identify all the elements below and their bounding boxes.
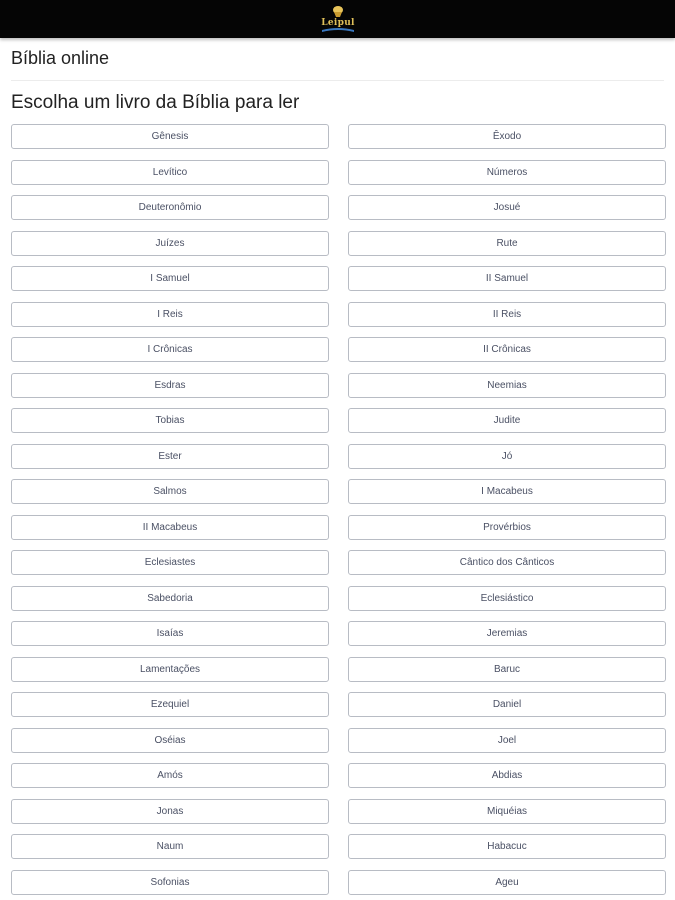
book-button[interactable]: II Crônicas: [348, 337, 666, 362]
book-button[interactable]: Lamentações: [11, 657, 329, 682]
book-button[interactable]: Ageu: [348, 870, 666, 895]
book-button[interactable]: Salmos: [11, 479, 329, 504]
book-button[interactable]: II Reis: [348, 302, 666, 327]
book-button[interactable]: Isaías: [11, 621, 329, 646]
book-button[interactable]: II Samuel: [348, 266, 666, 291]
book-button[interactable]: I Crônicas: [11, 337, 329, 362]
book-button[interactable]: Habacuc: [348, 834, 666, 859]
book-button[interactable]: Ester: [11, 444, 329, 469]
book-button[interactable]: Levítico: [11, 160, 329, 185]
book-button[interactable]: Judite: [348, 408, 666, 433]
book-button[interactable]: Eclesiástico: [348, 586, 666, 611]
book-button[interactable]: Números: [348, 160, 666, 185]
book-button[interactable]: Deuteronômio: [11, 195, 329, 220]
page-title: Bíblia online: [11, 48, 110, 68]
book-button[interactable]: Amós: [11, 763, 329, 788]
book-button[interactable]: Miquéias: [348, 799, 666, 824]
book-button[interactable]: Baruc: [348, 657, 666, 682]
divider: [11, 80, 664, 81]
book-button[interactable]: Juízes: [11, 231, 329, 256]
book-button[interactable]: Abdias: [348, 763, 666, 788]
logo-text: Leipul: [321, 18, 355, 28]
book-button[interactable]: Sofonias: [11, 870, 329, 895]
book-button[interactable]: Provérbios: [348, 515, 666, 540]
page-subtitle: Escolha um livro da Bíblia para ler: [11, 92, 300, 113]
book-button[interactable]: Tobias: [11, 408, 329, 433]
book-button[interactable]: I Samuel: [11, 266, 329, 291]
book-button[interactable]: Ezequiel: [11, 692, 329, 717]
book-button[interactable]: Oséias: [11, 728, 329, 753]
book-button[interactable]: Jó: [348, 444, 666, 469]
book-button[interactable]: Jonas: [11, 799, 329, 824]
book-button[interactable]: Eclesiastes: [11, 550, 329, 575]
book-button[interactable]: I Macabeus: [348, 479, 666, 504]
book-button[interactable]: Naum: [11, 834, 329, 859]
book-button[interactable]: Josué: [348, 195, 666, 220]
book-button[interactable]: Neemias: [348, 373, 666, 398]
app-logo[interactable]: [314, 2, 362, 36]
book-button[interactable]: Gênesis: [11, 124, 329, 149]
book-button[interactable]: Sabedoria: [11, 586, 329, 611]
book-button[interactable]: Cântico dos Cânticos: [348, 550, 666, 575]
books-grid: [11, 124, 666, 895]
book-button[interactable]: Rute: [348, 231, 666, 256]
book-button[interactable]: Daniel: [348, 692, 666, 717]
book-button[interactable]: II Macabeus: [11, 515, 329, 540]
book-button[interactable]: Esdras: [11, 373, 329, 398]
book-button[interactable]: Êxodo: [348, 124, 666, 149]
top-bar: [0, 0, 675, 38]
book-button[interactable]: Jeremias: [348, 621, 666, 646]
book-button[interactable]: I Reis: [11, 302, 329, 327]
book-button[interactable]: Joel: [348, 728, 666, 753]
